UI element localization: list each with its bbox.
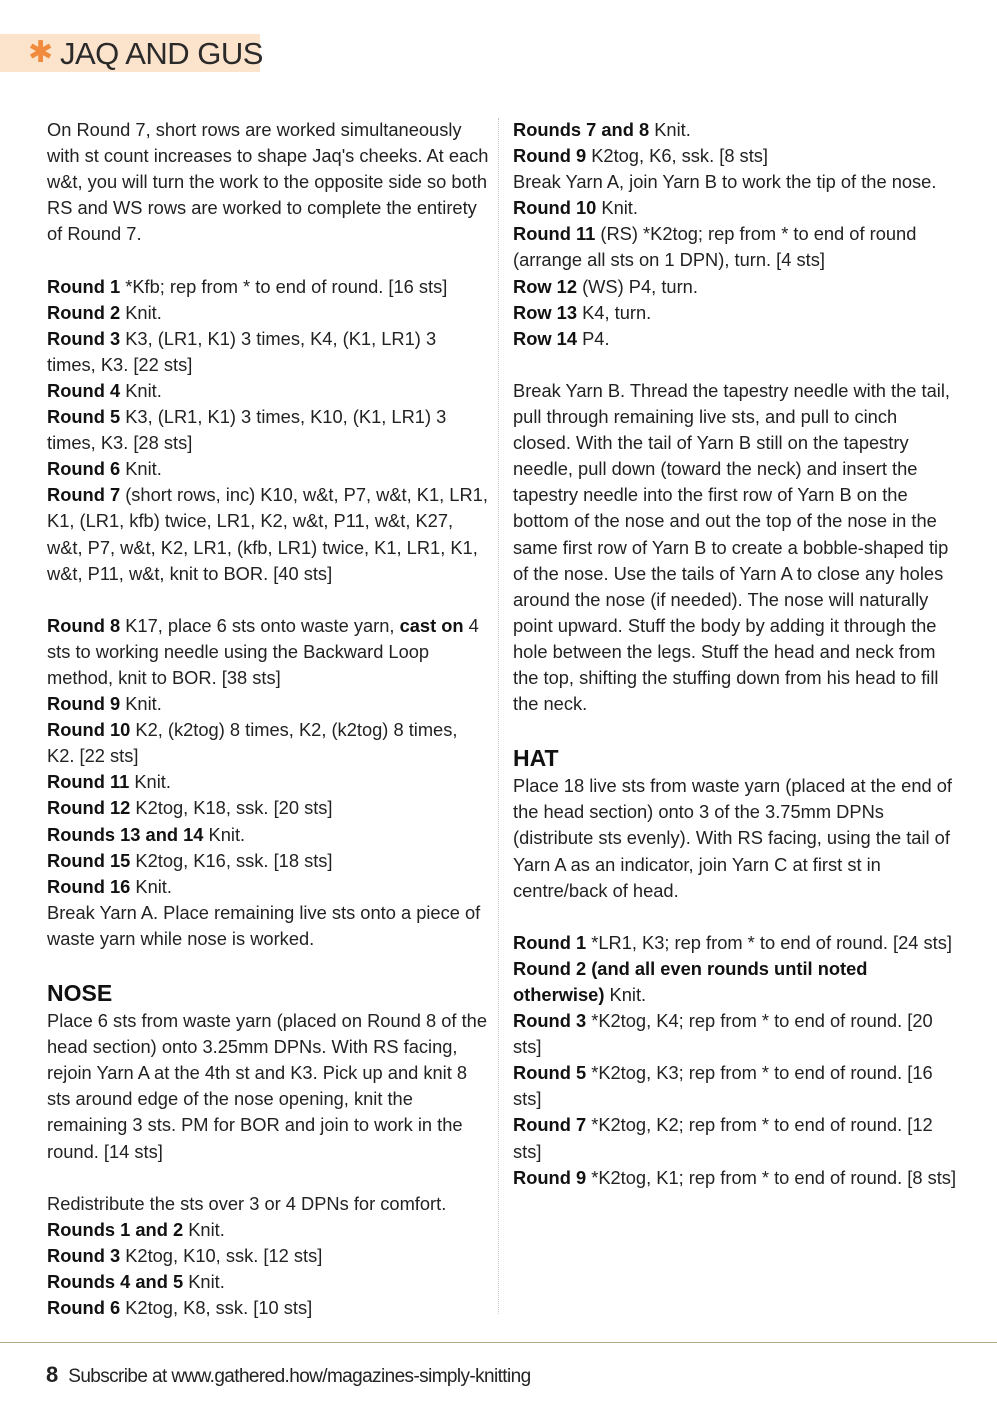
instruction-line: Round 9 *K2tog, K1; rep from * to end of round. [8 sts]	[513, 1166, 957, 1188]
instruction-line: Round 1 *Kfb; rep from * to end of round. [16 sts]	[47, 275, 448, 297]
instruction-line: Rounds 7 and 8 Knit.	[513, 119, 691, 140]
break-yarn-paragraph: Break Yarn A, join Yarn B to work the tip of the nose.	[513, 171, 937, 193]
instruction-line: Row 14 P4.	[513, 327, 610, 349]
instruction-line: Round 5 *K2tog, K3; rep from * to end of round. [16 sts]	[513, 1062, 933, 1110]
instruction-line: Row 12 (WS) P4, turn.	[513, 275, 698, 297]
redistribute-paragraph: Redistribute the sts over 3 or 4 DPNs for comfort.	[47, 1192, 447, 1214]
instruction-line: Round 6 Knit.	[47, 458, 162, 480]
section-heading-hat: HAT	[513, 745, 559, 772]
instruction-line: Round 11 Knit.	[47, 771, 171, 793]
instruction-line: Round 6 K2tog, K8, ssk. [10 sts]	[47, 1297, 313, 1319]
instruction-line: Round 3 *K2tog, K4; rep from * to end of round. [20 sts]	[513, 1010, 933, 1058]
nose-intro-paragraph: Place 6 sts from waste yarn (placed on Round 8 of the head section) onto 3.25mm DPNs. With RS facing, rejoin Yarn A at the 4th st and K3. Pick up and knit 8 sts around edge of the nose opening, knit the remaining 3 sts. PM for BOR and join to work in the round. [14 sts]	[47, 1010, 487, 1162]
instruction-line: Round 11 (RS) *K2tog; rep from * to end of round (arrange all sts on 1 DPN), turn. [4 sts]	[513, 223, 917, 271]
instruction-line: Rounds 13 and 14 Knit.	[47, 823, 246, 845]
section-heading-nose: NOSE	[47, 980, 113, 1007]
instruction-line: Round 4 Knit.	[47, 379, 162, 401]
right-column	[513, 117, 958, 1191]
left-column	[47, 117, 489, 1321]
page-number: 8	[46, 1362, 59, 1387]
intro-paragraph: On Round 7, short rows are worked simultaneously with st count increases to shape Jaq's cheeks. At each w&t, you will turn the work to the opposite side so both RS and WS rows are worked to complete the entirety of Round 7.	[47, 119, 489, 245]
instruction-line: Round 8 K17, place 6 sts onto waste yarn, cast on 4 sts to working needle using the Backward Loop method, knit to BOR. [38 sts]	[47, 614, 479, 688]
page-footer	[46, 1362, 531, 1390]
instruction-line: Round 12 K2tog, K18, ssk. [20 sts]	[47, 797, 333, 819]
page-header-title: JAQ AND GUS	[60, 36, 263, 71]
instruction-line: Round 10 Knit.	[513, 197, 638, 219]
column-divider	[498, 118, 499, 1314]
instruction-line: Round 7 (short rows, inc) K10, w&t, P7, w&t, K1, LR1, K1, (LR1, kfb) twice, LR1, K2, w&t, P11, w&t, K27, w&t, P7, w&t, K2, LR1, (kfb, LR1) twice, K1, LR1, K1, w&t, P11, w&t, knit to BOR. [40 sts]	[47, 484, 488, 584]
instruction-line: Round 5 K3, (LR1, K1) 3 times, K10, (K1, LR1) 3 times, K3. [28 sts]	[47, 406, 447, 454]
instruction-line: Round 3 K2tog, K10, ssk. [12 sts]	[47, 1244, 323, 1266]
instruction-line: Round 3 K3, (LR1, K1) 3 times, K4, (K1, LR1) 3 times, K3. [22 sts]	[47, 327, 437, 375]
instruction-line: Round 9 K2tog, K6, ssk. [8 sts]	[513, 145, 769, 167]
finish-paragraph: Break Yarn B. Thread the tapestry needle with the tail, pull through remaining live sts, and pull to cinch closed. With the tail of Yarn B still on the tapestry needle, pull down (toward the neck) and insert the tapestry needle into the first row of Yarn B on the bottom of the nose and out the top of the nose in the same first row of Yarn B to create a bobble-shaped tip of the nose. Use the tails of Yarn A to close any holes around the nose (if needed). The nose will naturally point upward. Stuff the body by adding it through the hole between the legs. Stuff the head and neck from the top, shifting the stuffing down from his head to fill the neck.	[513, 379, 950, 715]
instruction-line: Rounds 1 and 2 Knit.	[47, 1218, 225, 1240]
instruction-line: Round 9 Knit.	[47, 693, 162, 715]
instruction-line: Row 13 K4, turn.	[513, 301, 652, 323]
instruction-line: Round 7 *K2tog, K2; rep from * to end of round. [12 sts]	[513, 1114, 933, 1162]
break-paragraph: Break Yarn A. Place remaining live sts onto a piece of waste yarn while nose is worked.	[47, 901, 481, 949]
instruction-line: Round 15 K2tog, K16, ssk. [18 sts]	[47, 849, 333, 871]
instruction-line: Round 2 (and all even rounds until noted otherwise) Knit.	[513, 957, 868, 1005]
instruction-line: Round 2 Knit.	[47, 301, 162, 323]
asterisk-flower-icon: ✱	[28, 36, 54, 69]
instruction-line: Round 16 Knit.	[47, 875, 172, 897]
footer-rule	[0, 1342, 997, 1343]
hat-intro-paragraph: Place 18 live sts from waste yarn (placed at the end of the head section) onto 3 of the 3.75mm DPNs (distribute sts evenly). With RS facing, using the tail of Yarn A as an indicator, join Yarn C at first st in centre/back of head.	[513, 775, 952, 901]
instruction-line: Round 10 K2, (k2tog) 8 times, K2, (k2tog) 8 times, K2. [22 sts]	[47, 719, 458, 767]
instruction-line: Rounds 4 and 5 Knit.	[47, 1271, 225, 1293]
subscribe-link[interactable]: Subscribe at www.gathered.how/magazines-simply-knitting	[68, 1366, 531, 1387]
instruction-line: Round 1 *LR1, K3; rep from * to end of round. [24 sts]	[513, 931, 952, 953]
